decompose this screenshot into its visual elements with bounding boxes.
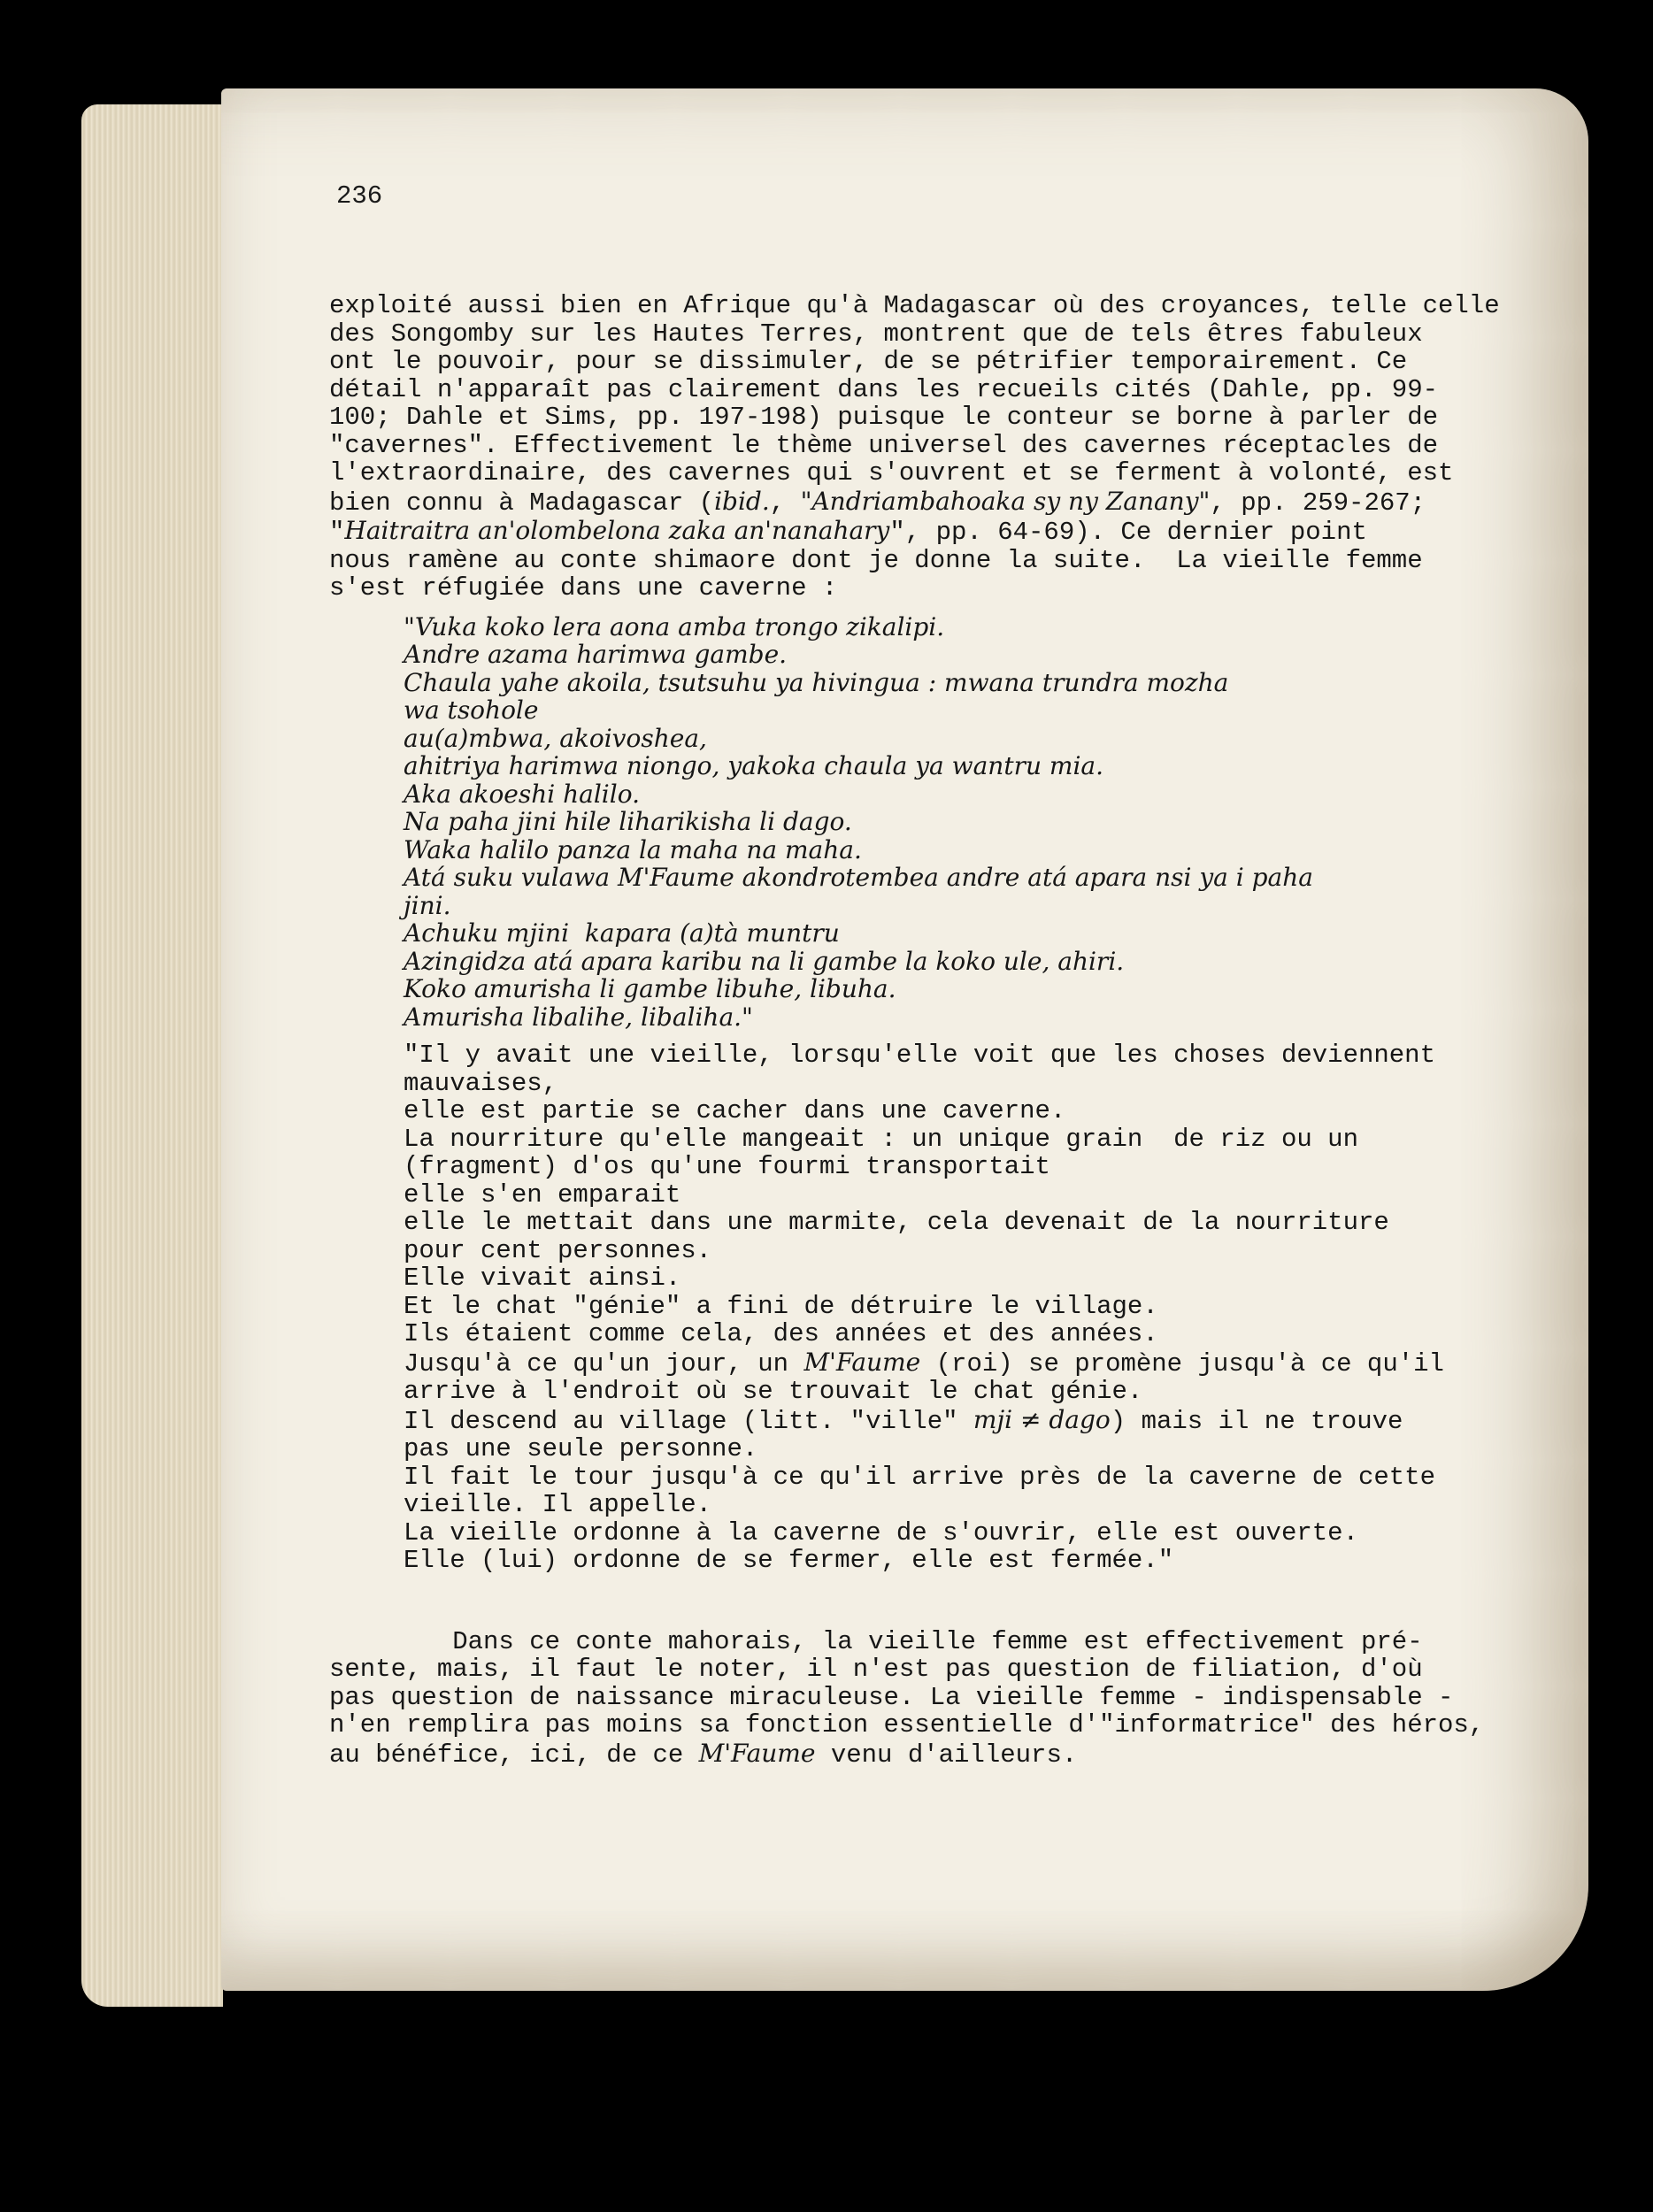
text-span: ) mais il ne trouve <box>1110 1406 1403 1436</box>
text-span: Il descend au village (litt. "ville" <box>404 1406 973 1436</box>
verse-line: Achuku mjini kapara (a)tà muntru <box>404 918 840 948</box>
verse-line: Azingidza atá apara karibu na li gambe la koko ule, ahiri. <box>404 946 1125 976</box>
verse-line: Amurisha libalihe, libaliha." <box>404 1002 753 1032</box>
verse-shimaore <box>329 613 1391 1032</box>
text-span: Jusqu'à ce qu'un jour, un <box>404 1348 804 1379</box>
verse-line: Ils étaient comme cela, des années et des années. <box>404 1319 1158 1348</box>
text-line: détail n'apparaît pas clairement dans les recueils cités (Dahle, pp. 99- <box>329 374 1439 404</box>
verse-line: Atá suku vulawa M'Faume akondrotembea andre atá apara nsi ya i paha <box>404 863 1313 892</box>
text-line: l'extraordinaire, des cavernes qui s'ouvrent et se ferment à volonté, est <box>329 458 1454 488</box>
text-span: bien connu à Madagascar ( <box>329 488 715 518</box>
citation-italic: "Andriambahoaka sy ny Zanany" <box>800 486 1211 516</box>
text-line: 100; Dahle et Sims, pp. 197-198) puisque le conteur se borne à parler de <box>329 403 1439 432</box>
citation-italic: ibid. <box>714 486 770 516</box>
paragraph-conclusion <box>329 1626 1485 1770</box>
text-line <box>329 486 1426 518</box>
verse-line: "Il y avait une vieille, lorsqu'elle voit que les choses deviennent <box>404 1041 1435 1070</box>
text-line <box>329 517 1391 547</box>
text-line: n'en remplira pas moins sa fonction essentielle d'"informatrice" des héros, <box>329 1710 1485 1740</box>
paragraph-intro <box>329 291 1500 603</box>
term-italic: M'Faume <box>803 1347 921 1377</box>
text-span: , <box>769 488 801 518</box>
text-line: Dans ce conte mahorais, la vieille femme est effectivement pré- <box>329 1626 1423 1656</box>
verse-line: Koko amurisha li gambe libuhe, libuha. <box>404 974 896 1003</box>
verse-line: Na paha jini hile liharikisha li dago. <box>404 807 852 836</box>
verse-line: La nourriture qu'elle mangeait : un unique grain de riz ou un <box>404 1124 1358 1154</box>
verse-line: arrive à l'endroit où se trouvait le chat génie. <box>404 1377 1143 1406</box>
text-span: " <box>329 518 345 547</box>
text-line: ont le pouvoir, pour se dissimuler, de se pétrifier temporairement. Ce <box>329 347 1408 376</box>
verse-translation <box>329 1041 1444 1575</box>
verse-line: pas une seule personne. <box>404 1434 758 1463</box>
text-line: des Songomby sur les Hautes Terres, montrent que de tels êtres fabuleux <box>329 319 1423 349</box>
page-content <box>329 291 1500 1770</box>
verse-line: mauvaises, <box>404 1068 558 1098</box>
verse-line: elle est partie se cacher dans une caverne. <box>404 1096 1066 1125</box>
text-span: , pp. 259-267; <box>1210 488 1426 518</box>
verse-line: pour cent personnes. <box>404 1235 712 1265</box>
verse-line: elle s'en emparait <box>404 1179 681 1210</box>
term-italic: M'Faume <box>698 1738 816 1768</box>
verse-line: Et le chat "génie" a fini de détruire le village. <box>404 1291 1158 1321</box>
verse-line: (fragment) d'os qu'une fourmi transportait <box>404 1152 1050 1181</box>
text-line: nous ramène au conte shimaore dont je donne la suite. La vieille femme <box>329 545 1423 575</box>
book-page-edges <box>81 104 223 2007</box>
verse-line: au(a)mbwa, akoivoshea, <box>404 723 707 753</box>
verse-line: ahitriya harimwa niongo, yakoka chaula ya wantru mia. <box>404 751 1103 780</box>
text-line: sente, mais, il faut le noter, il n'est pas question de filiation, d'où <box>329 1655 1423 1684</box>
text-span: venu d'ailleurs. <box>815 1740 1078 1770</box>
verse-line: Il fait le tour jusqu'à ce qu'il arrive près de la caverne de cette <box>404 1462 1435 1492</box>
term-italic: mji ≠ dago <box>973 1404 1111 1434</box>
verse-line: "Vuka koko lera aona amba trongo zikalipi. <box>404 611 945 641</box>
verse-line: Elle vivait ainsi. <box>404 1263 681 1293</box>
page-number: 236 <box>336 181 383 211</box>
verse-line <box>404 1404 1403 1436</box>
verse-line: Elle (lui) ordonne de se fermer, elle est fermée." <box>404 1546 1174 1575</box>
verse-line: jini. <box>404 890 451 920</box>
text-span: (roi) se promène jusqu'à ce qu'il <box>920 1348 1444 1379</box>
text-line: "cavernes". Effectivement le thème universel des cavernes réceptacles de <box>329 430 1439 460</box>
verse-line: Waka halilo panza la maha na maha. <box>404 834 862 864</box>
citation-italic: Haitraitra an'olombelona zaka an'nanahary <box>344 516 890 545</box>
text-line <box>329 1740 1391 1770</box>
verse-line: elle le mettait dans une marmite, cela devenait de la nourriture <box>404 1208 1389 1237</box>
verse-line: vieille. Il appelle. <box>404 1490 712 1519</box>
text-line: exploité aussi bien en Afrique qu'à Madagascar où des croyances, telle celle <box>329 291 1500 320</box>
text-span: au bénéfice, ici, de ce <box>329 1740 699 1770</box>
text-span: ", pp. 64-69). Ce dernier point <box>889 518 1367 547</box>
verse-line: La vieille ordonne à la caverne de s'ouvrir, elle est ouverte. <box>404 1517 1358 1548</box>
verse-line: wa tsohole <box>404 695 539 725</box>
text-line: pas question de naissance miraculeuse. La vieille femme - indispensable - <box>329 1682 1454 1712</box>
verse-line: Chaula yahe akoila, tsutsuhu ya hivingua : mwana trundra mozha <box>404 667 1229 697</box>
verse-line: Aka akoeshi halilo. <box>404 779 640 809</box>
text-line: s'est réfugiée dans une caverne : <box>329 573 838 603</box>
verse-line: Andre azama harimwa gambe. <box>404 640 788 669</box>
verse-line <box>404 1347 1444 1379</box>
